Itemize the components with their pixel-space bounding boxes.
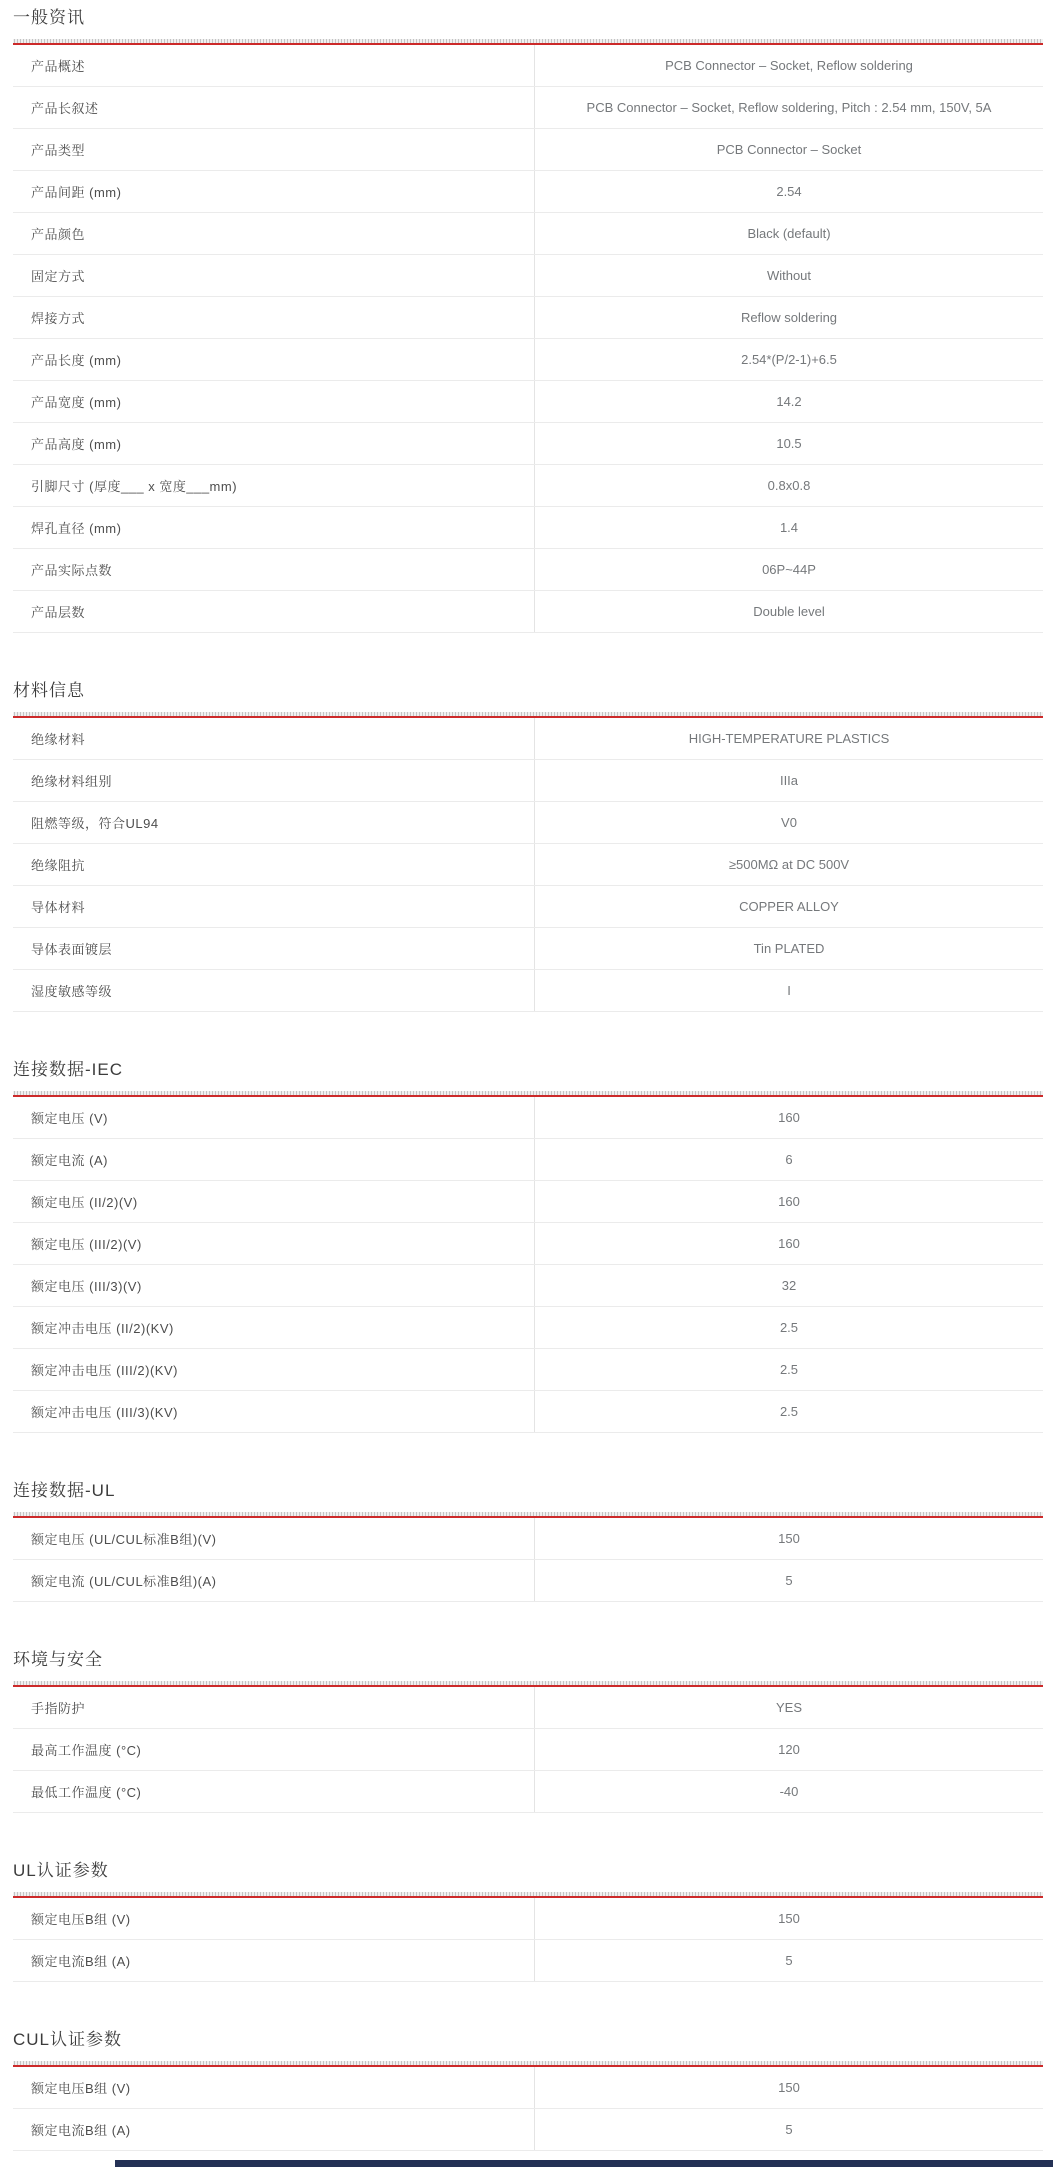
table-row bbox=[13, 1940, 1043, 1982]
table-row bbox=[13, 1729, 1043, 1771]
spec-value: 160 bbox=[778, 1194, 800, 1209]
spec-label: 额定电流 (A) bbox=[13, 1139, 535, 1180]
spec-label: 产品实际点数 bbox=[13, 549, 535, 590]
spec-label: 产品颜色 bbox=[13, 213, 535, 254]
spec-label: 额定电流 (UL/CUL标准B组)(A) bbox=[13, 1560, 535, 1601]
spec-label: 额定电压 (III/3)(V) bbox=[13, 1265, 535, 1306]
spec-label: 产品类型 bbox=[13, 129, 535, 170]
spec-section bbox=[13, 1648, 1043, 1813]
spec-value: I bbox=[787, 983, 791, 998]
table-row bbox=[13, 1097, 1043, 1139]
table-row bbox=[13, 2109, 1043, 2151]
spec-label: 额定冲击电压 (III/3)(KV) bbox=[13, 1391, 535, 1432]
section-title: 一般资讯 bbox=[13, 8, 85, 27]
spec-value: PCB Connector – Socket, Reflow soldering, Pitch : 2.54 mm, 150V, 5A bbox=[586, 100, 992, 115]
table-row bbox=[13, 381, 1043, 423]
table-row bbox=[13, 970, 1043, 1012]
spec-value: IIIa bbox=[779, 773, 799, 788]
spec-value: 150 bbox=[778, 2080, 800, 2095]
spec-value: COPPER ALLOY bbox=[739, 899, 839, 914]
table-row bbox=[13, 255, 1043, 297]
spec-label: 额定冲击电压 (II/2)(KV) bbox=[13, 1307, 535, 1348]
table-row bbox=[13, 928, 1043, 970]
spec-value: V0 bbox=[781, 815, 797, 830]
section-title: 连接数据-UL bbox=[13, 1481, 116, 1500]
spec-value: ≥500MΩ at DC 500V bbox=[728, 857, 850, 872]
table-row bbox=[13, 1898, 1043, 1940]
spec-label: 阻燃等级，符合UL94 bbox=[13, 802, 535, 843]
spec-value: 160 bbox=[778, 1236, 800, 1251]
spec-label: 产品宽度 (mm) bbox=[13, 381, 535, 422]
spec-table bbox=[13, 1095, 1043, 1433]
table-row bbox=[13, 1687, 1043, 1729]
spec-value: HIGH-TEMPERATURE PLASTICS bbox=[688, 731, 890, 746]
table-row bbox=[13, 87, 1043, 129]
spec-label: 额定电流B组 (A) bbox=[13, 2109, 535, 2150]
spec-label: 额定电压 (III/2)(V) bbox=[13, 1223, 535, 1264]
spec-label: 导体表面镀层 bbox=[13, 928, 535, 969]
table-row bbox=[13, 297, 1043, 339]
spec-label: 产品间距 (mm) bbox=[13, 171, 535, 212]
spec-value: 06P~44P bbox=[762, 562, 816, 577]
table-row bbox=[13, 1560, 1043, 1602]
spec-value: 14.2 bbox=[776, 394, 802, 409]
spec-value: 160 bbox=[778, 1110, 800, 1125]
spec-value: 2.54 bbox=[776, 184, 802, 199]
table-row bbox=[13, 129, 1043, 171]
section-title: CUL认证参数 bbox=[13, 2030, 123, 2049]
table-row bbox=[13, 339, 1043, 381]
spec-value: 150 bbox=[778, 1531, 800, 1546]
spec-label: 固定方式 bbox=[13, 255, 535, 296]
table-row bbox=[13, 591, 1043, 633]
spec-value: 2.54*(P/2-1)+6.5 bbox=[741, 352, 837, 367]
spec-value: 32 bbox=[781, 1278, 797, 1293]
spec-table bbox=[13, 1516, 1043, 1602]
spec-table bbox=[13, 716, 1043, 1012]
spec-label: 额定电压B组 (V) bbox=[13, 1898, 535, 1939]
spec-section bbox=[13, 679, 1043, 1012]
table-row bbox=[13, 1391, 1043, 1433]
spec-value: Double level bbox=[753, 604, 825, 619]
spec-value: PCB Connector – Socket, Reflow soldering bbox=[665, 58, 913, 73]
table-row bbox=[13, 1139, 1043, 1181]
table-row bbox=[13, 465, 1043, 507]
spec-value: 6 bbox=[785, 1152, 793, 1167]
spec-value: -40 bbox=[779, 1784, 799, 1799]
spec-value: Black (default) bbox=[747, 226, 831, 241]
spec-value: 10.5 bbox=[776, 436, 802, 451]
spec-label: 产品长叙述 bbox=[13, 87, 535, 128]
spec-section bbox=[13, 1058, 1043, 1433]
spec-label: 额定电压 (UL/CUL标准B组)(V) bbox=[13, 1518, 535, 1559]
spec-label: 额定冲击电压 (III/2)(KV) bbox=[13, 1349, 535, 1390]
table-row bbox=[13, 171, 1043, 213]
spec-section bbox=[13, 1479, 1043, 1602]
spec-table bbox=[13, 1685, 1043, 1813]
spec-label: 最高工作温度 (°C) bbox=[13, 1729, 535, 1770]
spec-label: 引脚尺寸 (厚度___ x 宽度___mm) bbox=[13, 465, 535, 506]
spec-table bbox=[13, 43, 1043, 633]
spec-section bbox=[13, 1859, 1043, 1982]
table-row bbox=[13, 718, 1043, 760]
spec-value: 2.5 bbox=[779, 1362, 799, 1377]
spec-value: 2.5 bbox=[779, 1404, 799, 1419]
spec-label: 额定电压B组 (V) bbox=[13, 2067, 535, 2108]
spec-value: 5 bbox=[785, 1573, 793, 1588]
table-row bbox=[13, 760, 1043, 802]
spec-label: 导体材料 bbox=[13, 886, 535, 927]
table-row bbox=[13, 802, 1043, 844]
table-row bbox=[13, 844, 1043, 886]
spec-label: 产品概述 bbox=[13, 45, 535, 86]
table-row bbox=[13, 45, 1043, 87]
table-row bbox=[13, 549, 1043, 591]
spec-section bbox=[13, 6, 1043, 633]
spec-label: 焊接方式 bbox=[13, 297, 535, 338]
spec-table bbox=[13, 2065, 1043, 2151]
table-row bbox=[13, 2067, 1043, 2109]
spec-label: 额定电压 (II/2)(V) bbox=[13, 1181, 535, 1222]
table-row bbox=[13, 1349, 1043, 1391]
spec-value: Reflow soldering bbox=[740, 310, 838, 325]
table-row bbox=[13, 1223, 1043, 1265]
spec-label: 焊孔直径 (mm) bbox=[13, 507, 535, 548]
spec-label: 最低工作温度 (°C) bbox=[13, 1771, 535, 1812]
spec-value: Without bbox=[766, 268, 812, 283]
spec-label: 绝缘材料组别 bbox=[13, 760, 535, 801]
table-row bbox=[13, 886, 1043, 928]
table-row bbox=[13, 507, 1043, 549]
spec-value: PCB Connector – Socket bbox=[716, 142, 862, 157]
spec-value: 1.4 bbox=[779, 520, 799, 535]
table-row bbox=[13, 423, 1043, 465]
spec-value: 2.5 bbox=[779, 1320, 799, 1335]
spec-value: 150 bbox=[778, 1911, 800, 1926]
spec-label: 产品层数 bbox=[13, 591, 535, 632]
spec-section bbox=[13, 2028, 1043, 2151]
spec-label: 绝缘阻抗 bbox=[13, 844, 535, 885]
spec-label: 绝缘材料 bbox=[13, 718, 535, 759]
table-row bbox=[13, 1265, 1043, 1307]
section-title: 连接数据-IEC bbox=[13, 1060, 123, 1079]
table-row bbox=[13, 213, 1043, 255]
spec-label: 额定电压 (V) bbox=[13, 1097, 535, 1138]
section-title: 材料信息 bbox=[13, 681, 85, 700]
table-row bbox=[13, 1307, 1043, 1349]
spec-label: 湿度敏感等级 bbox=[13, 970, 535, 1011]
table-row bbox=[13, 1771, 1043, 1813]
section-title: UL认证参数 bbox=[13, 1861, 109, 1880]
spec-value: YES bbox=[775, 1700, 802, 1715]
table-row bbox=[13, 1181, 1043, 1223]
spec-value: 0.8x0.8 bbox=[767, 478, 811, 493]
spec-value: 120 bbox=[778, 1742, 800, 1757]
spec-table bbox=[13, 1896, 1043, 1982]
spec-label: 手指防护 bbox=[13, 1687, 535, 1728]
footer-bar bbox=[115, 2160, 1053, 2167]
spec-value: 5 bbox=[785, 1953, 793, 1968]
spec-value: 5 bbox=[785, 2122, 793, 2137]
spec-label: 额定电流B组 (A) bbox=[13, 1940, 535, 1981]
table-row bbox=[13, 1518, 1043, 1560]
section-title: 环境与安全 bbox=[13, 1650, 103, 1669]
spec-label: 产品长度 (mm) bbox=[13, 339, 535, 380]
spec-value: Tin PLATED bbox=[753, 941, 825, 956]
spec-label: 产品高度 (mm) bbox=[13, 423, 535, 464]
